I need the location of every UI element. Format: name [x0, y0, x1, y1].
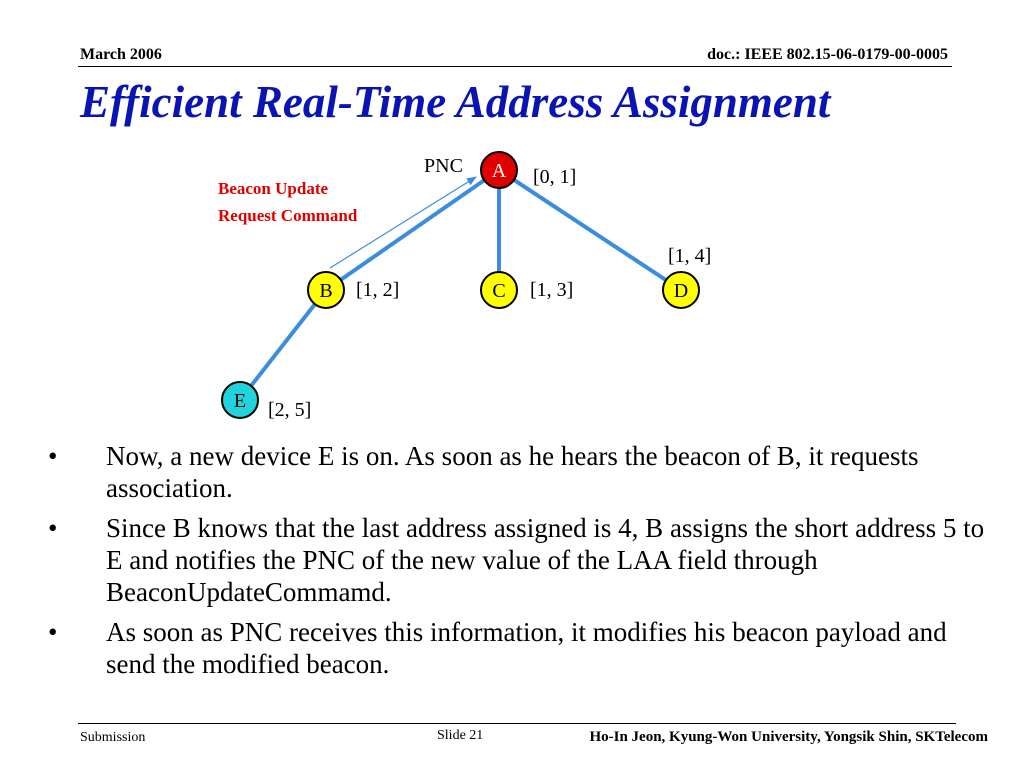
bullet-item — [48, 440, 998, 504]
bullet-text: Since B knows that the last address assigned is 4, B assigns the short address 5 to E and notifies the PNC of the new value of the LAA field through BeaconUpdateCommamd. — [106, 513, 985, 607]
node-e-range: [2, 5] — [268, 399, 312, 421]
command-label-line2: Request Command — [218, 206, 358, 225]
bullet-text: Now, a new device E is on. As soon as he hears the beacon of B, it requests association. — [106, 441, 919, 503]
footer-slide-number: Slide 21 — [437, 728, 484, 743]
bullet-mark: • — [48, 617, 58, 647]
node-a-range: [0, 1] — [533, 166, 577, 188]
node-b-label: B — [319, 280, 333, 302]
bullet-mark: • — [48, 513, 58, 543]
slide-title: Efficient Real-Time Address Assignment — [80, 77, 831, 127]
edge-b-e — [240, 290, 326, 400]
bullet-list — [48, 440, 998, 688]
header-doc-id: doc.: IEEE 802.15-06-0179-00-0005 — [707, 46, 948, 63]
node-c-label: C — [492, 280, 506, 302]
command-label-line1: Beacon Update — [218, 179, 329, 198]
node-c-range: [1, 3] — [530, 279, 574, 301]
bullet-item — [48, 512, 998, 608]
header-date: March 2006 — [80, 46, 162, 63]
edge-a-b — [326, 170, 499, 290]
footer-rule — [78, 723, 956, 724]
node-a-label: A — [491, 160, 507, 182]
tree-edges — [240, 170, 681, 400]
bullet-mark: • — [48, 441, 58, 471]
bullet-text: As soon as PNC receives this information, it modifies his beacon payload and send the modified beacon. — [106, 617, 947, 679]
node-b-range: [1, 2] — [356, 279, 400, 301]
node-d-range: [1, 4] — [668, 245, 712, 267]
footer-submission: Submission — [80, 730, 146, 745]
node-d-label: D — [673, 280, 689, 302]
bullet-item — [48, 616, 998, 680]
pnc-label: PNC — [424, 155, 463, 177]
edge-a-d — [499, 170, 681, 290]
footer-authors: Ho-In Jeon, Kyung-Won University, Yongsik Shin, SKTelecom — [589, 729, 988, 745]
node-e-label: E — [233, 390, 247, 412]
